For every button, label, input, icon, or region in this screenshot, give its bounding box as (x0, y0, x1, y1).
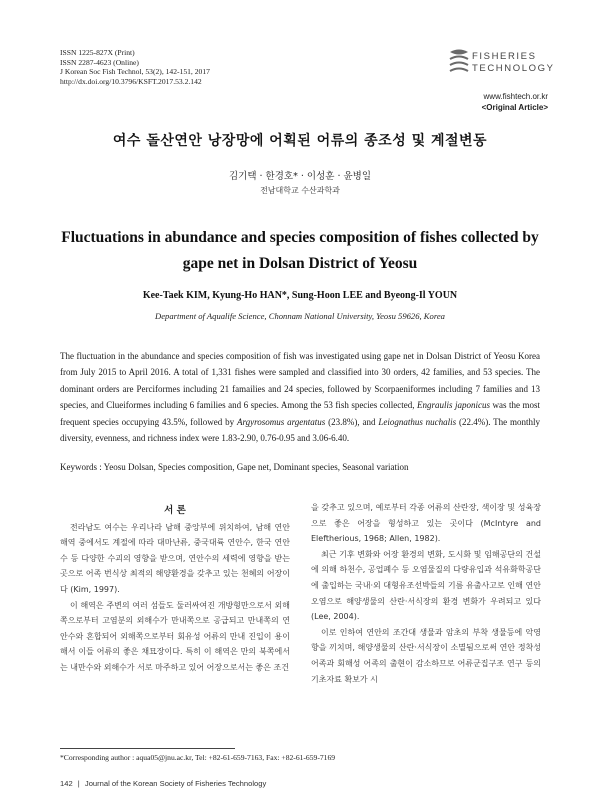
article-type-label: <Original Article> (481, 103, 548, 112)
korean-title: 여수 돌산연안 낭장망에 어획된 어류의 종조성 및 계절변동 (112, 133, 488, 149)
section-heading-introduction: 서 론 (164, 505, 186, 516)
abstract-text: was the most frequent species occupying 43.5%, followed by (60, 400, 540, 427)
korean-affiliation: 전남대학교 수산과학과 (260, 186, 340, 195)
abstract-text: The fluctuation in the abundance and species composition of fish was investigated using gape net in Dolsan District of Yeosu Korea from July 2015 to April 2016. A total of 1,331 fishes were sampled and classified into 30 orders, 42 families, and 53 species. The dominant orders are Perciformes including 21 famailies and 24 species, followed by Scorpaeniformes including 7 families and 13 species, and Clueiformes including 6 families and 6 species. Among the 53 fish species collected, (60, 351, 540, 411)
korean-authors: 김기택 · 한경호* · 이성훈 · 윤병일 (228, 171, 372, 182)
logo-text-fisheries: FISHERIES (472, 51, 537, 62)
journal-logo (448, 48, 555, 118)
page-number: 142 (60, 779, 73, 788)
keywords: Keywords : Yeosu Dolsan, Species composition, Gape net, Dominant species, Seasonal variation (60, 462, 409, 472)
footer-separator: | (77, 779, 80, 788)
logo-text-technology: TECHNOLOGY (472, 63, 555, 74)
english-title: Fluctuations in abundance and species composition of fishes collected by gape net in Dolsan District of Yeosu (61, 229, 539, 272)
body-paragraph: 최근 기후 변화와 어장 환경의 변화, 도시화 및 임해공단의 건설에 의해 하천수, 공업폐수 등 오염물질의 다량유입과 석유화학공단에 출입하는 국내·외 대형유조선박들의 기름 유출사고로 인해 연안오염으로 해양생물의 산란·서식장의 환경 변화가 우려되고 있다 (Lee, 2004). (311, 549, 541, 622)
body-column-right (311, 500, 541, 687)
species-name: Leiognathus nuchalis (378, 416, 457, 427)
journal-citation: J Korean Soc Fish Technol, 53(2), 142-151, 2017 (60, 67, 210, 77)
species-name: Argyrosomus argentatus (236, 416, 326, 427)
journal-meta (60, 48, 210, 86)
english-affiliation: Department of Aqualife Science, Chonnam National University, Yeosu 59626, Korea (155, 311, 445, 321)
english-authors: Kee-Taek KIM, Kyung-Ho HAN*, Sung-Hoon LEE and Byeong-Il YOUN (142, 290, 458, 301)
issn-online: ISSN 2287-4623 (Online) (60, 57, 139, 67)
body-column-left (60, 503, 290, 676)
footer-journal-name: Journal of the Korean Society of Fisheries Technology (84, 779, 267, 788)
abstract-text: (22.4%). The monthly diversity, evenness, and richness index were 1.83-2.90, 0.76-0.95 and 3.06-6.40. (60, 416, 540, 444)
body-paragraph: 을 갖추고 있으며, 예로부터 각종 어류의 산란장, 색이장 및 성육장으로 좋은 어장을 형성하고 있는 곳이다 (McIntyre and Eleftherious, 1968; Allen, 1982). (311, 503, 541, 544)
footnote-divider (60, 748, 235, 749)
doi-link[interactable]: http://dx.doi.org/10.3796/KSFT.2017.53.2.142 (60, 76, 202, 86)
abstract-text: (23.8%), and (325, 416, 379, 427)
body-paragraph: 이로 인하여 연안의 조간대 생물과 암초의 부착 생물등에 악영향을 끼치며, 해양생물의 산란·서식장이 소멸됨으로써 연안 정착성 어족과 회해성 어족의 출현이 감소하므로 어류군집구조 연구 등의 기초자료 확보가 시 (311, 627, 541, 684)
issn-print: ISSN 1225-827X (Print) (60, 48, 135, 57)
abstract (60, 348, 540, 446)
fish-wave-logo-icon (448, 48, 470, 74)
species-name: Engraulis japonicus (417, 400, 491, 411)
page-footer (60, 779, 269, 788)
journal-website-link[interactable]: www.fishtech.or.kr (483, 92, 548, 101)
body-paragraph: 이 해역은 주변의 여러 섬들도 둘러싸여진 개방형만으로서 외해쪽으로부터 고염분의 외해수가 만내쪽으로 공급되고 만내쪽의 연안수와 혼합되어 외해쪽으로부터 회유성 어류의 만내 진입이 용이해서 이들 어류의 좋은 채묘장이다. 특히 이 해역은 만의 북쪽에서는 내만수와 외해수가 서로 마주하고 있어 어장으로서는 좋은 조건 (60, 600, 290, 672)
corresponding-author-footnote: *Corresponding author : aqua05@jnu.ac.kr, Tel: +82-61-659-7163, Fax: +82-61-659-7169 (60, 753, 336, 762)
body-paragraph: 전라남도 여수는 우리나라 남해 중앙부에 위치하여, 남해 연안 해역 중에서도 계절에 따라 대마난류, 중국대륙 연안수, 한국 연안수 등 다양한 수괴의 영향을 받으며, 연안수의 세력에 영향을 받는 곳으로 어족 번식상 최적의 해양환경을 갖추고 있는 천혜의 어장이다 (Kim, 1997). (60, 522, 290, 594)
